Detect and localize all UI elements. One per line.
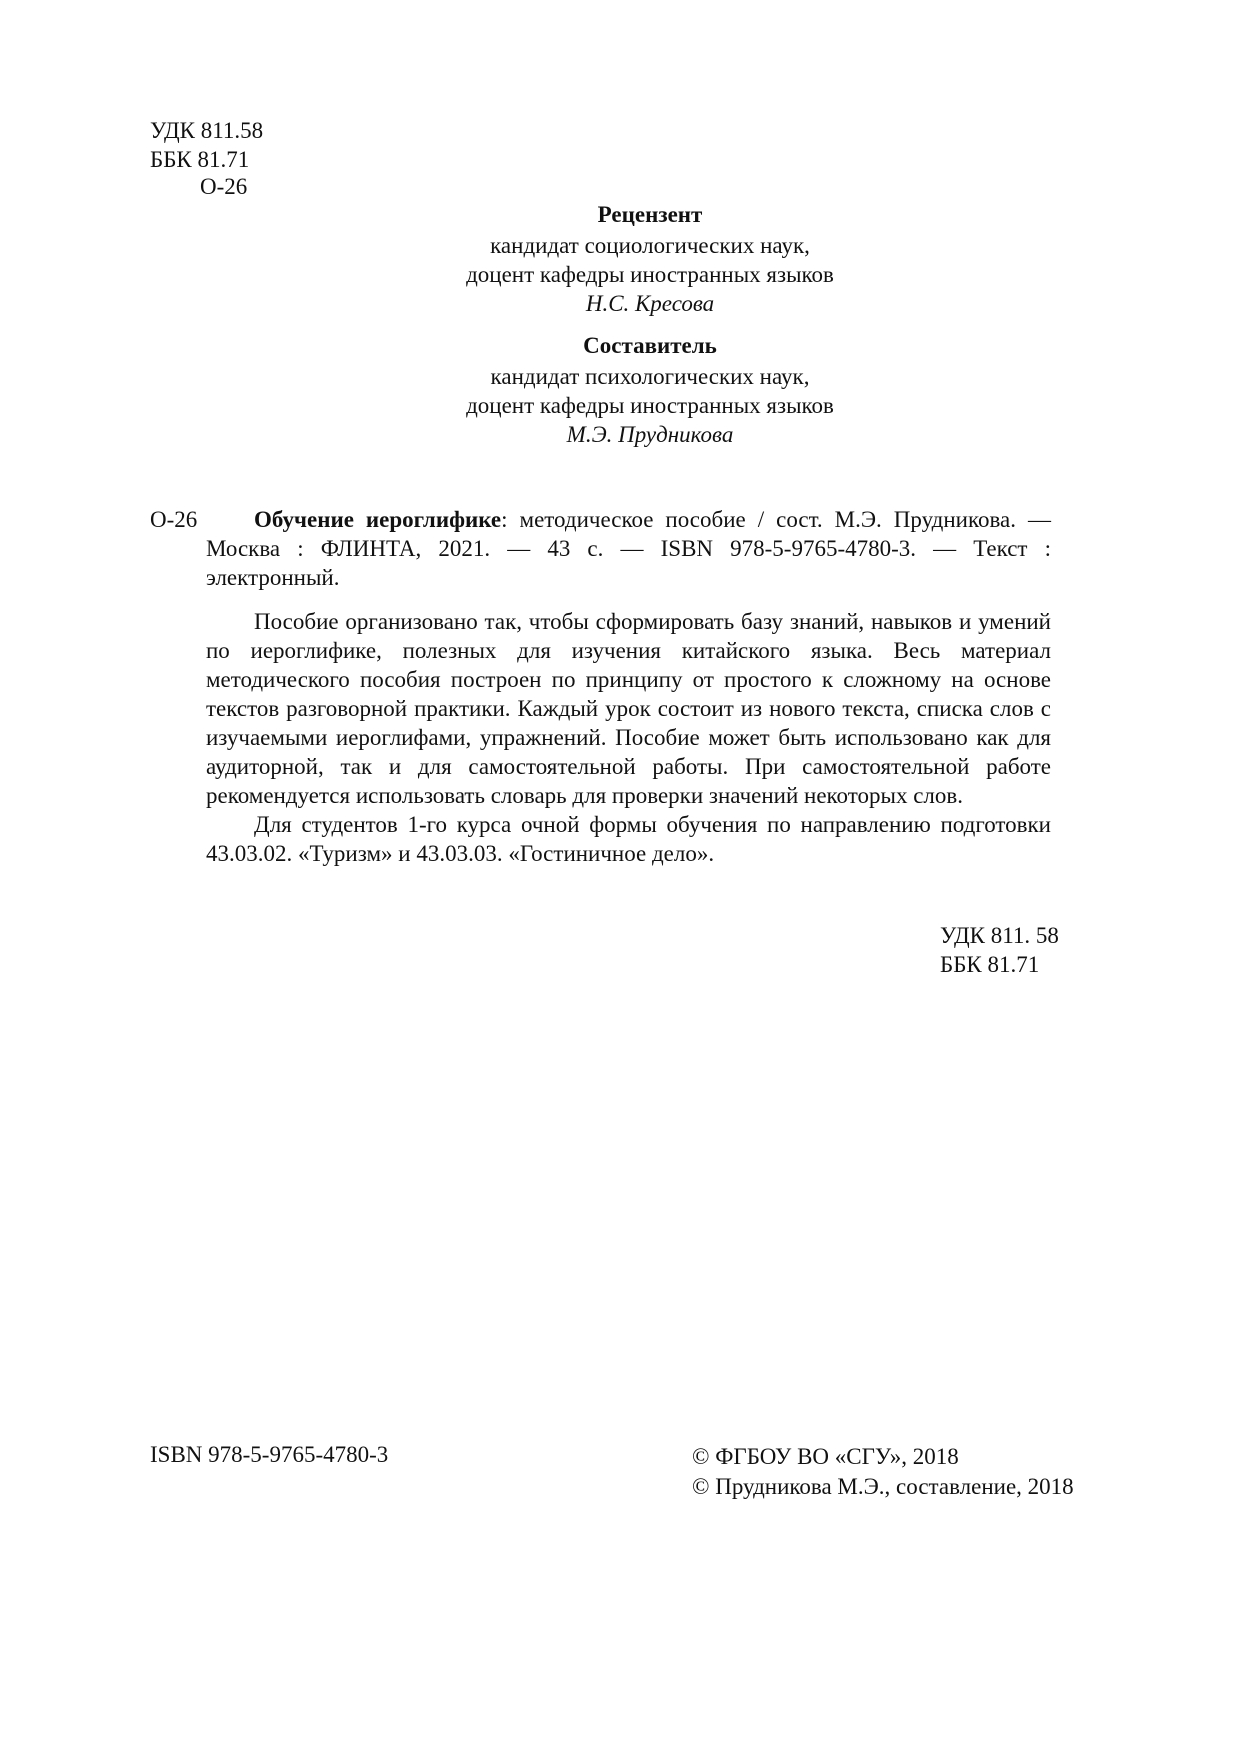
compiler-degree: кандидат психологических наук,	[490, 364, 810, 389]
udk-code-top: УДК 811.58	[150, 118, 264, 143]
udk-code-bottom: УДК 811. 58	[940, 923, 1059, 948]
reviewer-heading: Рецензент	[597, 202, 703, 227]
annotation-paragraph: Пособие организовано так, чтобы сформировать базу знаний, навыков и умений по иероглифике, полезных для изучения китайского языка. Весь материал методического пособия построен по принципу от простого к сложному на основе текстов разговорной практики. Каждый урок состоит из нового текста, списка слов с изучаемыми иероглифами, упражнений. Пособие может быть использовано как для аудиторной, так и для самостоятельной работы. При самостоятельной работе рекомендуется использовать словарь для проверки значений некоторых слов.	[206, 609, 1051, 808]
book-title: Обучение иероглифике	[254, 507, 502, 532]
annotation	[206, 607, 1051, 868]
bibliographic-code: О-26	[150, 507, 198, 532]
author-mark-top: О-26	[200, 174, 248, 199]
bibliographic-details: : методическое пособие / сост. М.Э. Прудникова. — Москва : ФЛИНТА, 2021. — 43 с. — ISBN 978-5-9765-4780-3. — Текст : электронный.	[206, 507, 1051, 590]
audience-paragraph: Для студентов 1-го курса очной формы обучения по направлению подготовки 43.03.02. «Туризм» и 43.03.03. «Гостиничное дело».	[206, 812, 1051, 866]
compiler-name: М.Э. Прудникова	[566, 422, 734, 447]
bibliographic-entry	[206, 505, 1051, 592]
copyright-author: © Прудникова М.Э., составление, 2018	[692, 1474, 1074, 1499]
compiler-position: доцент кафедры иностранных языков	[466, 393, 834, 418]
bbk-code-top: ББК 81.71	[150, 147, 250, 172]
isbn: ISBN 978-5-9765-4780-3	[150, 1442, 389, 1467]
copyright-organization: © ФГБОУ ВО «СГУ», 2018	[692, 1444, 959, 1469]
reviewer-block	[400, 200, 900, 318]
compiler-heading: Составитель	[583, 333, 717, 358]
reviewer-degree: кандидат социологических наук,	[490, 233, 810, 258]
reviewer-position: доцент кафедры иностранных языков	[466, 262, 834, 287]
compiler-block	[400, 331, 900, 449]
reviewer-name: Н.С. Кресова	[585, 291, 715, 316]
bbk-code-bottom: ББК 81.71	[940, 952, 1040, 977]
